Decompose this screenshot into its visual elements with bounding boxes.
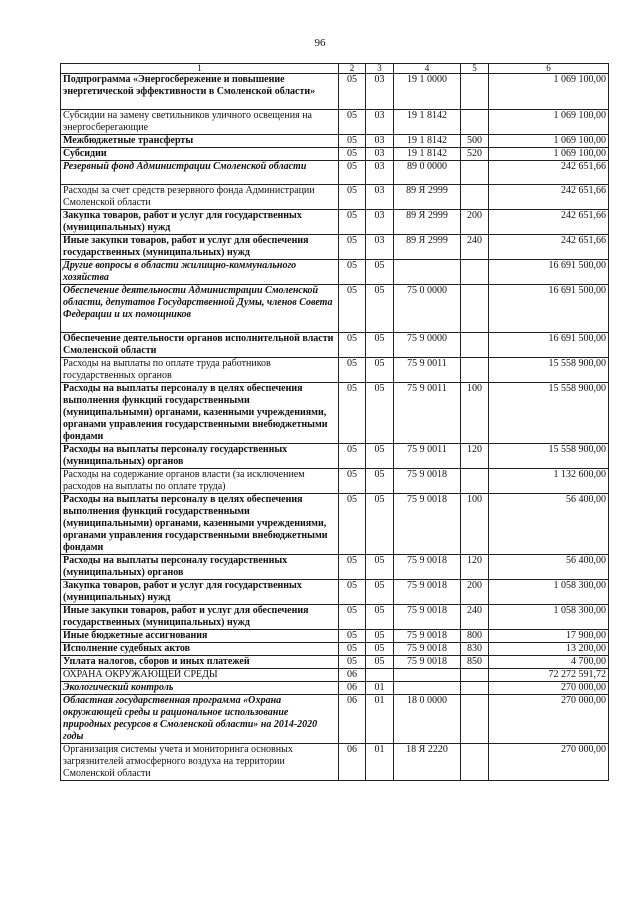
amount-cell: 1 058 300,00 — [489, 580, 609, 605]
row-name-cell: Расходы на выплаты персоналу государственных (муниципальных) органов — [61, 555, 339, 580]
amount-cell: 1 069 100,00 — [489, 110, 609, 135]
expense-type-cell — [461, 744, 489, 781]
section-code-cell: 05 — [339, 580, 366, 605]
table-row — [61, 161, 609, 185]
row-name-cell: Иные закупки товаров, работ и услуг для обеспечения государственных (муниципальных) нужд — [61, 605, 339, 630]
section-code-cell: 05 — [339, 444, 366, 469]
subsection-code-cell: 05 — [366, 260, 394, 285]
expense-type-cell: 200 — [461, 210, 489, 235]
table-row — [61, 383, 609, 444]
amount-cell: 1 069 100,00 — [489, 148, 609, 161]
column-header: 3 — [366, 64, 394, 74]
target-article-cell — [394, 260, 461, 285]
expense-type-cell — [461, 333, 489, 358]
target-article-cell: 75 9 0018 — [394, 469, 461, 494]
row-name-cell: Иные бюджетные ассигнования — [61, 630, 339, 643]
column-header: 1 — [61, 64, 339, 74]
amount-cell: 13 200,00 — [489, 643, 609, 656]
section-code-cell: 05 — [339, 148, 366, 161]
target-article-cell: 75 9 0018 — [394, 494, 461, 555]
subsection-code-cell: 05 — [366, 555, 394, 580]
amount-cell: 56 400,00 — [489, 555, 609, 580]
section-code-cell: 05 — [339, 260, 366, 285]
expense-type-cell — [461, 669, 489, 682]
expense-type-cell: 240 — [461, 605, 489, 630]
section-code-cell: 05 — [339, 74, 366, 110]
expense-type-cell — [461, 285, 489, 333]
subsection-code-cell: 05 — [366, 444, 394, 469]
amount-cell: 15 558 900,00 — [489, 383, 609, 444]
expense-type-cell: 800 — [461, 630, 489, 643]
amount-cell: 15 558 900,00 — [489, 358, 609, 383]
target-article-cell: 75 9 0011 — [394, 444, 461, 469]
budget-table-body — [61, 64, 609, 781]
amount-cell: 16 691 500,00 — [489, 285, 609, 333]
subsection-code-cell: 03 — [366, 135, 394, 148]
target-article-cell: 75 9 0018 — [394, 555, 461, 580]
amount-cell: 72 272 591,72 — [489, 669, 609, 682]
subsection-code-cell: 05 — [366, 285, 394, 333]
subsection-code-cell: 05 — [366, 494, 394, 555]
subsection-code-cell — [366, 669, 394, 682]
table-row — [61, 469, 609, 494]
section-code-cell: 05 — [339, 358, 366, 383]
row-name-cell: Расходы на выплаты по оплате труда работников государственных органов — [61, 358, 339, 383]
target-article-cell: 19 1 8142 — [394, 110, 461, 135]
expense-type-cell: 100 — [461, 383, 489, 444]
table-row — [61, 235, 609, 260]
row-name-cell: Обеспечение деятельности органов исполнительной власти Смоленской области — [61, 333, 339, 358]
row-name-cell: Экологический контроль — [61, 682, 339, 695]
target-article-cell: 75 0 0000 — [394, 285, 461, 333]
budget-table — [60, 63, 609, 781]
row-name-cell: Областная государственная программа «Охрана окружающей среды и рациональное использование природных ресурсов в Смоленской области» на 2014-2020 годы — [61, 695, 339, 744]
expense-type-cell: 520 — [461, 148, 489, 161]
row-name-cell: Расходы на выплаты персоналу в целях обеспечения выполнения функций государственными (муниципальными) органами, казенными учреждениями, органами управления государственными внебюджетными фондами — [61, 494, 339, 555]
target-article-cell — [394, 682, 461, 695]
table-row — [61, 333, 609, 358]
expense-type-cell: 830 — [461, 643, 489, 656]
expense-type-cell — [461, 469, 489, 494]
subsection-code-cell: 05 — [366, 643, 394, 656]
table-row — [61, 135, 609, 148]
section-code-cell: 05 — [339, 135, 366, 148]
target-article-cell: 19 1 8142 — [394, 148, 461, 161]
amount-cell: 4 700,00 — [489, 656, 609, 669]
table-row — [61, 744, 609, 781]
column-header-row — [61, 64, 609, 74]
section-code-cell: 05 — [339, 333, 366, 358]
table-row — [61, 555, 609, 580]
subsection-code-cell: 01 — [366, 695, 394, 744]
section-code-cell: 05 — [339, 110, 366, 135]
expense-type-cell — [461, 185, 489, 210]
expense-type-cell: 120 — [461, 444, 489, 469]
amount-cell: 1 069 100,00 — [489, 135, 609, 148]
section-code-cell: 05 — [339, 383, 366, 444]
section-code-cell: 05 — [339, 235, 366, 260]
expense-type-cell — [461, 110, 489, 135]
section-code-cell: 05 — [339, 469, 366, 494]
table-row — [61, 695, 609, 744]
row-name-cell: Межбюджетные трансферты — [61, 135, 339, 148]
section-code-cell: 06 — [339, 744, 366, 781]
table-row — [61, 630, 609, 643]
table-row — [61, 110, 609, 135]
section-code-cell: 05 — [339, 494, 366, 555]
row-name-cell: Расходы на выплаты персоналу государственных (муниципальных) органов — [61, 444, 339, 469]
subsection-code-cell: 03 — [366, 235, 394, 260]
amount-cell: 242 651,66 — [489, 185, 609, 210]
table-row — [61, 74, 609, 110]
table-row — [61, 682, 609, 695]
table-row — [61, 580, 609, 605]
section-code-cell: 05 — [339, 643, 366, 656]
target-article-cell: 89 Я 2999 — [394, 235, 461, 260]
section-code-cell: 05 — [339, 185, 366, 210]
amount-cell: 242 651,66 — [489, 235, 609, 260]
expense-type-cell: 120 — [461, 555, 489, 580]
target-article-cell: 75 9 0018 — [394, 656, 461, 669]
table-row — [61, 656, 609, 669]
amount-cell: 16 691 500,00 — [489, 260, 609, 285]
subsection-code-cell: 01 — [366, 682, 394, 695]
section-code-cell: 05 — [339, 656, 366, 669]
amount-cell: 1 069 100,00 — [489, 74, 609, 110]
table-row — [61, 494, 609, 555]
expense-type-cell: 100 — [461, 494, 489, 555]
amount-cell: 270 000,00 — [489, 682, 609, 695]
target-article-cell: 19 1 0000 — [394, 74, 461, 110]
table-row — [61, 444, 609, 469]
subsection-code-cell: 03 — [366, 110, 394, 135]
subsection-code-cell: 05 — [366, 580, 394, 605]
section-code-cell: 05 — [339, 630, 366, 643]
column-header: 2 — [339, 64, 366, 74]
table-row — [61, 358, 609, 383]
section-code-cell: 05 — [339, 555, 366, 580]
column-header: 5 — [461, 64, 489, 74]
table-row — [61, 260, 609, 285]
subsection-code-cell: 05 — [366, 469, 394, 494]
subsection-code-cell: 03 — [366, 161, 394, 185]
row-name-cell: Расходы на выплаты персоналу в целях обеспечения выполнения функций государственными (муниципальными) органами, казенными учреждениями, органами управления государственными внебюджетными фондами — [61, 383, 339, 444]
target-article-cell: 75 9 0011 — [394, 383, 461, 444]
subsection-code-cell: 03 — [366, 185, 394, 210]
section-code-cell: 05 — [339, 285, 366, 333]
row-name-cell: Субсидии — [61, 148, 339, 161]
column-header: 6 — [489, 64, 609, 74]
target-article-cell: 75 9 0018 — [394, 643, 461, 656]
row-name-cell: Исполнение судебных актов — [61, 643, 339, 656]
target-article-cell: 19 1 8142 — [394, 135, 461, 148]
row-name-cell: Подпрограмма «Энергосбережение и повышение энергетической эффективности в Смоленской области» — [61, 74, 339, 110]
subsection-code-cell: 05 — [366, 383, 394, 444]
row-name-cell: Другие вопросы в области жилищно-коммунального хозяйства — [61, 260, 339, 285]
subsection-code-cell: 05 — [366, 605, 394, 630]
expense-type-cell — [461, 358, 489, 383]
expense-type-cell — [461, 682, 489, 695]
expense-type-cell — [461, 260, 489, 285]
section-code-cell: 06 — [339, 682, 366, 695]
section-code-cell: 05 — [339, 605, 366, 630]
row-name-cell: Расходы за счет средств резервного фонда Администрации Смоленской области — [61, 185, 339, 210]
target-article-cell: 75 9 0000 — [394, 333, 461, 358]
target-article-cell: 89 Я 2999 — [394, 185, 461, 210]
expense-type-cell: 850 — [461, 656, 489, 669]
expense-type-cell — [461, 74, 489, 110]
subsection-code-cell: 03 — [366, 210, 394, 235]
amount-cell: 1 058 300,00 — [489, 605, 609, 630]
expense-type-cell — [461, 695, 489, 744]
row-name-cell: Расходы на содержание органов власти (за исключением расходов на выплаты по оплате труда) — [61, 469, 339, 494]
subsection-code-cell: 05 — [366, 656, 394, 669]
table-row — [61, 210, 609, 235]
subsection-code-cell: 05 — [366, 630, 394, 643]
amount-cell: 242 651,66 — [489, 210, 609, 235]
table-row — [61, 669, 609, 682]
amount-cell: 270 000,00 — [489, 744, 609, 781]
column-header: 4 — [394, 64, 461, 74]
table-row — [61, 605, 609, 630]
amount-cell: 242 651,66 — [489, 161, 609, 185]
row-name-cell: Закупка товаров, работ и услуг для государственных (муниципальных) нужд — [61, 580, 339, 605]
section-code-cell: 06 — [339, 695, 366, 744]
expense-type-cell: 200 — [461, 580, 489, 605]
table-row — [61, 285, 609, 333]
row-name-cell: Организация системы учета и мониторинга основных загрязнителей атмосферного воздуха на территории Смоленской области — [61, 744, 339, 781]
expense-type-cell — [461, 161, 489, 185]
target-article-cell: 89 Я 2999 — [394, 210, 461, 235]
amount-cell: 1 132 600,00 — [489, 469, 609, 494]
subsection-code-cell: 05 — [366, 333, 394, 358]
target-article-cell: 18 Я 2220 — [394, 744, 461, 781]
target-article-cell: 75 9 0018 — [394, 580, 461, 605]
page-number: 96 — [314, 37, 326, 49]
target-article-cell: 75 9 0018 — [394, 605, 461, 630]
amount-cell: 56 400,00 — [489, 494, 609, 555]
target-article-cell: 75 9 0011 — [394, 358, 461, 383]
row-name-cell: Резервный фонд Администрации Смоленской области — [61, 161, 339, 185]
row-name-cell: Уплата налогов, сборов и иных платежей — [61, 656, 339, 669]
target-article-cell: 75 9 0018 — [394, 630, 461, 643]
section-code-cell: 06 — [339, 669, 366, 682]
row-name-cell: Иные закупки товаров, работ и услуг для обеспечения государственных (муниципальных) нужд — [61, 235, 339, 260]
section-code-cell: 05 — [339, 161, 366, 185]
section-code-cell: 05 — [339, 210, 366, 235]
subsection-code-cell: 03 — [366, 148, 394, 161]
subsection-code-cell: 03 — [366, 74, 394, 110]
table-row — [61, 643, 609, 656]
amount-cell: 17 900,00 — [489, 630, 609, 643]
target-article-cell — [394, 669, 461, 682]
amount-cell: 16 691 500,00 — [489, 333, 609, 358]
target-article-cell: 89 0 0000 — [394, 161, 461, 185]
row-name-cell: Закупка товаров, работ и услуг для государственных (муниципальных) нужд — [61, 210, 339, 235]
amount-cell: 15 558 900,00 — [489, 444, 609, 469]
table-row — [61, 185, 609, 210]
amount-cell: 270 000,00 — [489, 695, 609, 744]
subsection-code-cell: 01 — [366, 744, 394, 781]
subsection-code-cell: 05 — [366, 358, 394, 383]
expense-type-cell: 240 — [461, 235, 489, 260]
expense-type-cell: 500 — [461, 135, 489, 148]
table-row — [61, 148, 609, 161]
row-name-cell: Субсидии на замену светильников уличного освещения на энергосберегающие — [61, 110, 339, 135]
row-name-cell: Обеспечение деятельности Администрации Смоленской области, депутатов Государственной Думы, членов Совета Федерации и их помощников — [61, 285, 339, 333]
row-name-cell: ОХРАНА ОКРУЖАЮЩЕЙ СРЕДЫ — [61, 669, 339, 682]
target-article-cell: 18 0 0000 — [394, 695, 461, 744]
